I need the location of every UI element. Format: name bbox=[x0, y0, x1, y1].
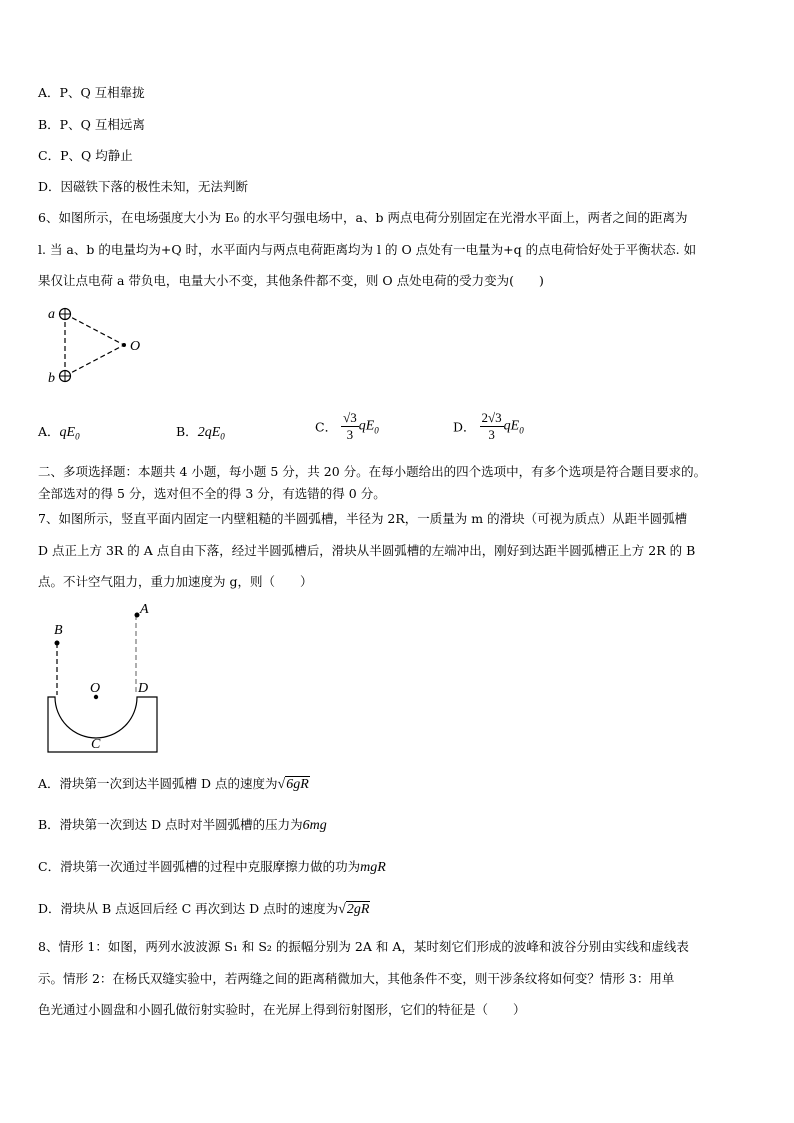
q8-stem-line1: 8、情形 1：如图，两列水波波源 S₁ 和 S₂ 的振幅分别为 2A 和 A，某时刻它们形成的波峰和波谷分别由实线和虚线表 bbox=[38, 939, 689, 954]
label-a: a bbox=[48, 307, 55, 322]
label-O: O bbox=[90, 681, 101, 696]
q8-stem-line2: 示。情形 2：在杨氏双缝实验中，若两缝之间的距离稍微加大，其他条件不变，则干涉条纹将如何变？情形 3：用单 bbox=[38, 971, 675, 986]
q8-stem-line3: 色光通过小圆盘和小圆孔做衍射实验时，在光屏上得到衍射图形，它们的特征是（ ） bbox=[38, 1002, 526, 1017]
q5-option-a: A．P、Q 互相靠拢 bbox=[38, 85, 145, 100]
q6-stem-line3: 果仅让点电荷 a 带负电，电量大小不变，其他条件都不变，则 O 点处电荷的受力变为( ) bbox=[38, 273, 544, 288]
label-B: B bbox=[54, 623, 63, 638]
q7-option-d: D．滑块从 B 点返回后经 C 再次到达 D 点时的速度为√2gR bbox=[38, 901, 370, 917]
q5-option-b: B．P、Q 互相远离 bbox=[38, 117, 145, 132]
charge-a-symbol bbox=[60, 309, 71, 320]
point-o bbox=[122, 343, 126, 347]
q7-stem-line2: D 点正上方 3R 的 A 点自由下落，经过半圆弧槽后，滑块从半圆弧槽的左端冲出，刚好到达距半圆弧槽正上方 2R 的 B bbox=[38, 543, 696, 558]
q6-option-d: D． $\frac{2√3}{3}$ $qE_0$ bbox=[453, 410, 524, 442]
q7-stem-line1: 7、如图所示，竖直平面内固定一内壁粗糙的半圆弧槽，半径为 2R，一质量为 m 的滑块（可视为质点）从距半圆弧槽 bbox=[38, 511, 688, 526]
q7-option-b: B．滑块第一次到达 D 点时对半圆弧槽的压力为6mg bbox=[38, 817, 327, 833]
q6-option-a: A．$qE_0$ bbox=[38, 424, 80, 442]
label-C: C bbox=[91, 737, 101, 752]
label-b: b bbox=[48, 371, 55, 386]
q6-stem-line1: 6、如图所示，在电场强度大小为 E₀ 的水平匀强电场中，a、b 两点电荷分别固定在光滑水平面上，两者之间的距离为 bbox=[38, 210, 688, 225]
label-A: A bbox=[140, 602, 149, 617]
q6-option-b: B．$2qE_0$ bbox=[176, 424, 225, 442]
label-o: O bbox=[130, 339, 141, 354]
q7-option-c: C．滑块第一次通过半圆弧槽的过程中克服摩擦力做的功为mgR bbox=[38, 859, 386, 875]
section2-heading-line2: 全部选对的得 5 分，选对但不全的得 3 分，有选错的得 0 分。 bbox=[38, 486, 386, 501]
charge-b-symbol bbox=[60, 371, 71, 382]
label-D: D bbox=[138, 681, 149, 696]
q7-stem-line3: 点。不计空气阻力，重力加速度为 g，则（ ） bbox=[38, 574, 313, 589]
q6-option-c: C． $\frac{√3}{3}$ $qE_0$ bbox=[315, 410, 379, 442]
point-a bbox=[135, 613, 140, 618]
section2-heading-line1: 二、多项选择题：本题共 4 小题，每小题 5 分，共 20 分。在每小题给出的四个选项中，有多个选项是符合题目要求的。 bbox=[38, 464, 707, 479]
q5-option-c: C．P、Q 均静止 bbox=[38, 148, 133, 163]
q5-option-d: D．因磁铁下落的极性未知，无法判断 bbox=[38, 179, 249, 194]
point-b bbox=[55, 641, 60, 646]
q7-semicircle-diagram bbox=[40, 595, 165, 760]
q6-charge-diagram bbox=[40, 300, 150, 390]
q6-stem-line2: l. 当 a、b 的电量均为+Q 时，水平面内与两点电荷距离均为 l 的 O 点处有一电量为+q 的点电荷恰好处于平衡状态. 如 bbox=[38, 242, 697, 257]
q7-option-a: A．滑块第一次到达半圆弧槽 D 点的速度为√6gR bbox=[38, 776, 309, 792]
